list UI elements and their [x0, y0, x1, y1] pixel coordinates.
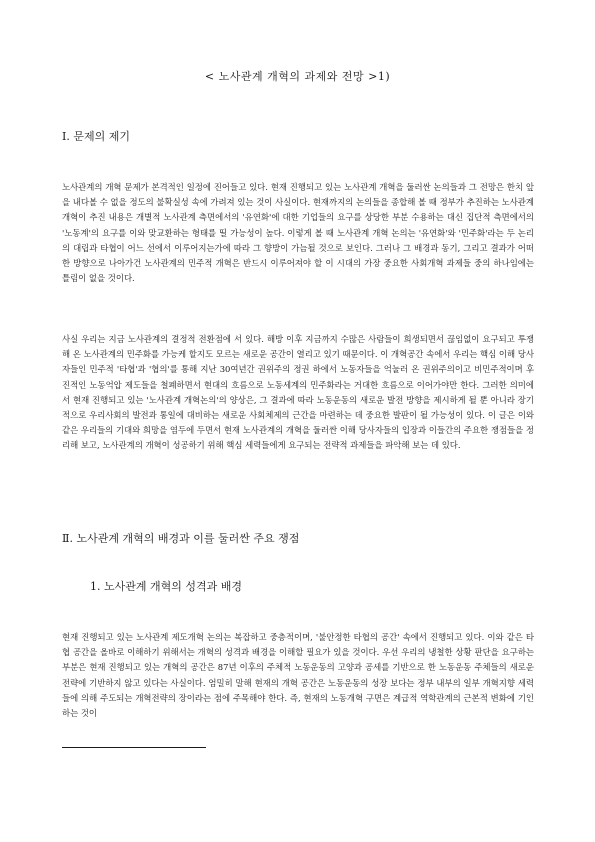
section-heading-1: Ⅰ. 문제의 제기	[62, 130, 130, 143]
document-title: < 노사관계 개혁의 과제와 전망 >1)	[204, 70, 391, 83]
body-paragraph: 노사관계의 개혁 문제가 본격적인 일정에 진어들고 있다. 현재 진행되고 있는 노사관계 개혁을 둘러싼 논의들과 그 전망은 한치 앞을 내다볼 수 없을 정도의 불확실성 속에 가려져 있는 것이 사실이다. 현재까지의 논의들을 종합해 볼 때 정부가 추진하는 노사관계 개혁이 추진 내용은 개별적 노사관계 측면에서의 '유연화'에 대한 기업들의 요구를 상당한 부분 수용하는 대신 집단적 측면에서의 '노동계'의 요구를 이와 맞교환하는 형태를 띨 가능성이 높다. 이렇게 볼 때 노사관계 개혁 논의는 '유연화'와 '민주화'라는 두 논리의 대립과 타협이 어느 선에서 이루어지는가에 따라 그 향방이 가늠될 것으로 보인다. 그러나 그 배경과 동기, 그리고 결과가 어떠한 방향으로 나아가건 노사관계의 민주적 개혁은 반드시 이루어져야 할 이 시대의 가장 중요한 사회개혁 과제들 중의 하나임에는 틀림이 없을 것이다.	[62, 182, 534, 284]
section-heading-2: Ⅱ. 노사관계 개혁의 배경과 이를 둘러싼 주요 쟁점	[62, 532, 300, 545]
body-paragraph: 사실 우리는 지금 노사관계의 결정적 전환점에 서 있다. 해방 이후 지금까지 수많은 사람들이 희생되면서 끊임없이 요구되고 투쟁해 온 노사관계의 민주화를 가능케 할지도 모르는 새로운 공간이 열리고 있기 때문이다. 이 개혁공간 속에서 우리는 핵심 이해 당사자들인 민주적 '타협'과 '협의'를 통해 지난 30여년간 권위주의 정권 하에서 노동자들을 억눌러 온 권위주의이고 비민주적이며 후진적인 노동억압 제도들을 철폐하면서 현대의 흐름으로 노동세계의 민주화라는 거대한 흐름으로 이어가야만 한다. 그러한 의미에서 현재 진행되고 있는 '노사관계 개혁논의'의 양상은, 그 결과에 따라 노동운동의 새로운 발전 방향을 제시하게 될 뿐 아니라 장기적으로 우리사회의 발전과 통일에 대비하는 새로운 사회체제의 근간을 마련하는 데 중요한 발판이 될 가능성이 있다. 이 글은 이와 같은 우리들의 기대와 희망을 염두에 두면서 현재 노사관계의 개혁을 둘러싼 이해 당사자들의 입장과 이들간의 주요한 쟁점들을 정리해 보고, 노사관계의 개혁이 성공하기 위해 핵심 세력들에게 요구되는 전략적 과제들을 파악해 보는 데 있다.	[62, 334, 534, 451]
subsection-heading: 1. 노사관계 개혁의 성격과 배경	[90, 580, 242, 593]
body-paragraph: 현재 진행되고 있는 노사관계 제도개혁 논의는 복잡하고 중층적이며, '불안정한 타협의 공간' 속에서 진행되고 있다. 이와 같은 타협 공간을 올바로 이해하기 위해서는 개혁의 성격과 배경을 이해할 필요가 있을 것이다. 우선 우리의 냉철한 상황 판단을 요구하는 부분은 현재 진행되고 있는 개혁의 공간은 87년 이후의 주체적 노동운동의 고양과 공세를 기반으로 한 노동운동 주체들의 새로운 전략에 기반하지 않고 있다는 사실이다. 엄밀히 말해 현재의 개혁 공간은 노동운동의 성장 보다는 정부 내부의 일부 개혁지향 세력들에 의해 주도되는 개혁전략의 장이라는 점에 주목해야 한다. 즉, 현재의 노동개혁 구면은 계급적 역학관계의 근본적 변화에 기인하는 것이	[62, 632, 534, 719]
footnote-divider	[62, 747, 206, 748]
